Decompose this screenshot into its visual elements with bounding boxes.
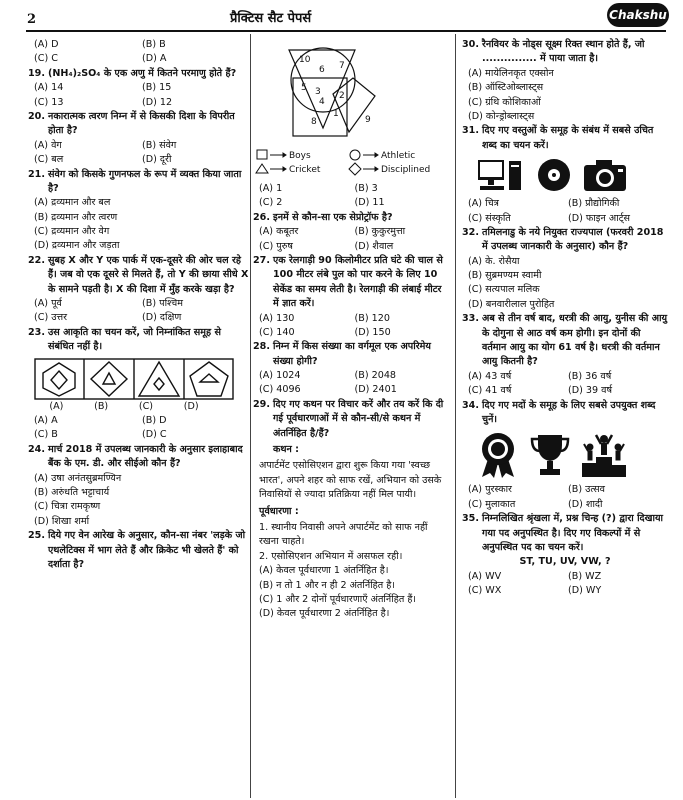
question-number: 27. bbox=[253, 254, 270, 266]
option[interactable]: (B) पश्चिम bbox=[142, 298, 183, 310]
option[interactable]: (C) द्रव्यमान और वेग bbox=[34, 226, 110, 238]
option[interactable]: (A) 1024 bbox=[259, 370, 301, 382]
page-number: 2 bbox=[27, 12, 37, 27]
option[interactable]: (D) फाइन आर्ट्स bbox=[568, 212, 631, 224]
venn-number: 9 bbox=[365, 115, 371, 125]
option[interactable]: (B) B bbox=[142, 39, 166, 50]
trophy-icon bbox=[530, 431, 570, 479]
option[interactable]: (A) मायेलिनकृत एक्सोन bbox=[468, 67, 554, 79]
question-text: एक रेलगाड़ी 90 किलोमीटर प्रति घंटे की चाल से 100 मीटर लंबे पुल को पार करने के लिए 10 सेकेंड का समय लेती है। रेलगाड़ी की लंबाई मीटर में ज्ञात करें। bbox=[273, 254, 443, 310]
statement-heading: कथन : bbox=[273, 444, 299, 456]
question-text: निम्न में किस संख्या का वर्गमूल एक अपरिमेय संख्या होगी? bbox=[273, 341, 431, 367]
question-number: 29. bbox=[253, 398, 270, 410]
question-number: 21. bbox=[28, 168, 45, 180]
question-number: 31. bbox=[462, 125, 479, 137]
venn-diagram bbox=[253, 38, 449, 148]
question-number: 35. bbox=[462, 513, 479, 525]
option[interactable]: (C) C bbox=[34, 53, 58, 65]
figure-label: (C) bbox=[138, 400, 154, 412]
question-number: 28. bbox=[253, 341, 270, 353]
hexagon-shape bbox=[43, 363, 75, 396]
page-header bbox=[0, 0, 683, 36]
option[interactable]: (D) 2401 bbox=[354, 384, 397, 396]
question-29 bbox=[253, 398, 450, 622]
option[interactable]: (A) WV bbox=[468, 570, 502, 582]
question-26 bbox=[253, 211, 450, 254]
option[interactable]: (D) 150 bbox=[354, 326, 391, 338]
question-text: उस आकृति का चयन करें, जो निम्नांकित समूह से संबंधित नहीं है। bbox=[48, 326, 221, 353]
chakshu-logo: Chakshu bbox=[607, 3, 669, 27]
option[interactable]: (C) उत्तर bbox=[34, 312, 68, 324]
camera-icon bbox=[582, 157, 628, 193]
venn-number: 1 bbox=[333, 109, 339, 119]
option[interactable]: (D) A bbox=[142, 53, 167, 65]
option[interactable]: (D) शादी bbox=[568, 498, 603, 510]
question-text: (NH₄)₂SO₄ के एक अणु में कितने परमाणु होते हैं? bbox=[48, 67, 237, 79]
option[interactable]: (C) सत्यपाल मलिक bbox=[468, 284, 540, 296]
inner-triangle bbox=[200, 374, 218, 382]
option[interactable]: (B) ऑस्टिओब्लास्ट्स bbox=[468, 82, 544, 94]
question-20 bbox=[28, 110, 250, 168]
venn-legend bbox=[253, 148, 449, 176]
option[interactable]: (B) 36 वर्ष bbox=[568, 370, 612, 382]
question-text: इनमें से कौन-सा एक सेप्रोट्रॉफ है? bbox=[273, 211, 393, 223]
venn-number: 4 bbox=[319, 97, 325, 107]
diamond-shape bbox=[91, 362, 127, 396]
square-legend-icon bbox=[257, 150, 267, 159]
option[interactable]: (A) D bbox=[34, 39, 59, 50]
option[interactable]: (D) 39 वर्ष bbox=[568, 385, 613, 397]
question-21 bbox=[28, 168, 250, 254]
options bbox=[28, 38, 250, 67]
question-30 bbox=[462, 38, 668, 124]
inner-diamond bbox=[154, 378, 164, 390]
option[interactable]: (B) WZ bbox=[568, 570, 602, 582]
venn-number: 8 bbox=[311, 117, 317, 127]
option[interactable]: (B) अरुंधति भट्टाचार्य bbox=[34, 486, 110, 498]
option[interactable]: (C) 13 bbox=[34, 96, 64, 108]
option[interactable]: (A) पुरस्कार bbox=[468, 484, 512, 496]
question-33 bbox=[462, 312, 668, 398]
option[interactable]: (D) शिखा शर्मा bbox=[34, 515, 90, 527]
option[interactable]: (A) चित्र bbox=[468, 198, 499, 210]
option[interactable]: (B) संवेग bbox=[142, 139, 177, 151]
legend-label: Cricket bbox=[289, 165, 321, 175]
option[interactable]: (C) संस्कृति bbox=[468, 212, 511, 224]
option[interactable]: (B) 120 bbox=[354, 312, 390, 324]
podium-winners-icon bbox=[580, 431, 628, 479]
question-number: 24. bbox=[28, 443, 45, 455]
odd-figure-out-figures bbox=[34, 358, 234, 400]
question-27 bbox=[253, 254, 450, 340]
option[interactable]: (D) दूरी bbox=[142, 154, 172, 166]
option[interactable]: (A) वेग bbox=[34, 139, 62, 151]
question-number: 32. bbox=[462, 226, 479, 238]
triangle-legend-icon bbox=[256, 164, 268, 173]
option[interactable]: (C) 1 और 2 दोनों पूर्वधारणाएँ अंतर्निहित हैं। bbox=[259, 593, 417, 605]
question-number: 30. bbox=[462, 39, 479, 50]
question-number: 23. bbox=[28, 326, 45, 338]
option[interactable]: (B) न तो 1 और न ही 2 अंतर्निहित है। bbox=[259, 579, 396, 591]
question-text: मार्च 2018 में उपलब्ध जानकारी के अनुसार इलाहाबाद बैंक के एम. डी. और सीईओ कौन हैं? bbox=[48, 443, 243, 470]
question-text: रैनवियर के नोड्स सूक्ष्म रिक्त स्थान होते हैं, जो ............... में पाया जाता है। bbox=[482, 39, 645, 65]
option[interactable]: (B) 2048 bbox=[354, 370, 397, 382]
header-rule bbox=[26, 30, 666, 32]
option[interactable]: (A) के. रोसैया bbox=[468, 255, 520, 267]
option[interactable]: (D) केवल पूर्वधारणा 2 अंतर्निहित है। bbox=[259, 608, 390, 620]
inner-diamond bbox=[51, 371, 67, 389]
column-2 bbox=[253, 38, 450, 622]
option[interactable]: (C) WX bbox=[468, 585, 502, 597]
question-text: दिए गए वस्तुओं के समूह के संबंध में सबसे उचित शब्द का चयन करें। bbox=[482, 125, 654, 151]
figure-label: (D) bbox=[183, 400, 199, 412]
venn-number: 10 bbox=[299, 55, 311, 65]
venn-number: 2 bbox=[339, 91, 345, 101]
column-3 bbox=[462, 38, 668, 599]
question-24 bbox=[28, 443, 250, 529]
question-number: 26. bbox=[253, 211, 270, 223]
question-34 bbox=[462, 399, 668, 513]
question-32 bbox=[462, 226, 668, 312]
question-text: तमिलनाडु के नये नियुक्त राज्यपाल (फरवरी 2018 में उपलब्ध जानकारी के अनुसार) कौन हैं? bbox=[482, 226, 664, 253]
question-35 bbox=[462, 512, 668, 598]
option[interactable]: (C) 41 वर्ष bbox=[468, 385, 512, 397]
question-31 bbox=[462, 124, 668, 226]
option[interactable]: (D) दक्षिण bbox=[142, 312, 182, 324]
question-text: दिये गए वेन आरेख के अनुसार, कौन-सा नंबर 'लड़के जो एथलेटिक्स में भाग लेते हैं और क्रिकेट भी खेलते हैं' को दर्शाता है? bbox=[48, 530, 246, 570]
statement-text: अपार्टमेंट एसोसिएशन द्वारा शुरू किया गया 'स्वच्छ भारत', अपने शहर को साफ रखें, अभियान को उसके निवासियों से ज्यादा प्रतिक्रिया नहीं मिल पायी। bbox=[259, 460, 442, 501]
column-divider bbox=[455, 34, 456, 798]
question-text: निम्नलिखित श्रृंखला में, प्रश्न चिन्ह (?) द्वारा दिखाया गया पद अनुपस्थित है। दिए गए विकल्पों में से अनुपस्थित पद का चयन करें। bbox=[482, 513, 664, 553]
option[interactable]: (D) WY bbox=[568, 585, 602, 597]
option[interactable]: (A) उषा अनंतसुब्रमण्यिन bbox=[34, 472, 122, 484]
option[interactable]: (A) 43 वर्ष bbox=[468, 370, 512, 382]
option[interactable]: (C) 4096 bbox=[259, 384, 301, 396]
option[interactable]: (D) कोन्ड्रोब्लास्ट्स bbox=[468, 110, 535, 122]
option[interactable]: (B) 3 bbox=[354, 183, 378, 194]
question-number: 34. bbox=[462, 399, 479, 411]
option[interactable]: (C) ग्रंथि कोशिकाओं bbox=[468, 96, 541, 108]
figure-label: (B) bbox=[94, 400, 109, 412]
question-28 bbox=[253, 340, 450, 398]
option[interactable]: (C) मुलाकात bbox=[468, 498, 516, 510]
venn-number: 6 bbox=[319, 65, 325, 75]
option[interactable]: (A) केवल पूर्वधारणा 1 अंतर्निहित है। bbox=[259, 565, 389, 577]
option[interactable]: (D) C bbox=[142, 429, 167, 441]
option[interactable]: (B) प्रौद्योगिकी bbox=[568, 198, 620, 210]
legend-label: Athletic bbox=[381, 151, 416, 161]
question-text: संवेग को किसके गुणनफल के रूप में व्यक्त किया जाता है? bbox=[48, 168, 242, 194]
option[interactable]: (A) 1 bbox=[259, 183, 283, 194]
venn-number: 3 bbox=[315, 87, 321, 97]
option[interactable]: (B) सुब्रमण्यम स्वामी bbox=[468, 270, 542, 282]
column-1 bbox=[28, 38, 250, 572]
option[interactable]: (A) A bbox=[34, 414, 58, 426]
option[interactable]: (C) पुरुष bbox=[259, 240, 293, 252]
circle-legend-icon bbox=[350, 150, 360, 160]
question-text: सुबह X और Y एक पार्क में एक-दूसरे की ओर चल रहे हैं। जब वो एक दूसरे से मिलते हैं, तो Y की छाया सीधे X के सामने पड़ती है। X की दिशा में मुँह करके खड़ा है? bbox=[48, 254, 249, 295]
computer-icon bbox=[476, 157, 526, 193]
page-title: प्रैक्टिस सैट पेपर्स bbox=[230, 11, 312, 26]
option[interactable]: (A) पूर्व bbox=[34, 298, 62, 310]
medal-ribbon-icon bbox=[476, 431, 520, 479]
figure-label: (A) bbox=[49, 400, 64, 412]
option[interactable]: (B) द्रव्यमान और त्वरण bbox=[34, 211, 118, 223]
letter-series: ST, TU, UV, VW, ? bbox=[519, 556, 611, 568]
assumption-1: 1. स्थानीय निवासी अपने अपार्टमेंट को साफ नहीं रखना चाहते। bbox=[259, 521, 428, 548]
option[interactable]: (A) 130 bbox=[259, 312, 295, 324]
option[interactable]: (C) बल bbox=[34, 154, 64, 166]
question-text: दिए गए मदों के समूह के लिए सबसे उपयुक्त शब्द चुनें। bbox=[482, 399, 656, 425]
option[interactable]: (C) B bbox=[34, 429, 58, 441]
question-number: 33. bbox=[462, 313, 479, 325]
option[interactable]: (A) द्रव्यमान और बल bbox=[34, 197, 111, 209]
column-divider bbox=[250, 34, 251, 798]
assumption-heading: पूर्वधारणा : bbox=[259, 505, 299, 517]
option[interactable]: (D) 11 bbox=[354, 197, 385, 209]
question-25 bbox=[28, 529, 250, 572]
option[interactable]: (C) चित्रा रामकृष्ण bbox=[34, 501, 101, 513]
legend-label: Disciplined bbox=[381, 165, 431, 175]
question-number: 19. bbox=[28, 67, 45, 79]
option[interactable]: (B) कुकुरमुत्ता bbox=[354, 226, 406, 238]
option[interactable]: (D) शैवाल bbox=[354, 240, 394, 252]
venn-number: 7 bbox=[339, 61, 345, 71]
option[interactable]: (D) बनवारीलाल पुरोहित bbox=[468, 298, 555, 310]
question-number: 25. bbox=[28, 530, 45, 542]
option[interactable]: (D) द्रव्यमान और जड़ता bbox=[34, 240, 120, 252]
question-text: नकारात्मक त्वरण निम्न में से किसकी दिशा के विपरीत होता है? bbox=[48, 110, 235, 137]
option[interactable]: (A) 14 bbox=[34, 82, 64, 94]
option[interactable]: (C) 140 bbox=[259, 326, 295, 338]
question-23 bbox=[28, 326, 250, 443]
pentagon-shape bbox=[190, 362, 228, 396]
inner-triangle bbox=[103, 373, 115, 384]
option[interactable]: (C) 2 bbox=[259, 197, 283, 209]
option[interactable]: (A) कबूतर bbox=[259, 226, 299, 238]
option[interactable]: (D) 12 bbox=[142, 96, 173, 108]
venn-number: 5 bbox=[301, 83, 307, 93]
option[interactable]: (B) 15 bbox=[142, 82, 172, 94]
question-number: 20. bbox=[28, 110, 45, 122]
question-19 bbox=[28, 67, 250, 110]
question-text: दिए गए कथन पर विचार करें और तय करें कि दी गई पूर्वधारणाओं में से कौन-सी/से कथन में अंतर्निहित है/हैं? bbox=[273, 398, 444, 439]
diamond-legend-icon bbox=[349, 163, 361, 175]
legend-label: Boys bbox=[289, 151, 311, 161]
disc-icon bbox=[536, 157, 572, 193]
option[interactable]: (B) उत्सव bbox=[568, 484, 605, 496]
question-text: अब से तीन वर्ष बाद, धरत्री की आयु, युनीस की आयु के दोगुना से आठ वर्ष कम होगी। इन दोनों की वर्तमान आयु का योग 61 वर्ष है। धरत्री की वर्तमान आयु कितनी है? bbox=[482, 313, 668, 368]
option[interactable]: (B) D bbox=[142, 414, 167, 426]
question-number: 22. bbox=[28, 254, 45, 266]
assumption-2: 2. एसोसिएशन अभियान में असफल रही। bbox=[259, 550, 403, 562]
question-22 bbox=[28, 254, 250, 326]
